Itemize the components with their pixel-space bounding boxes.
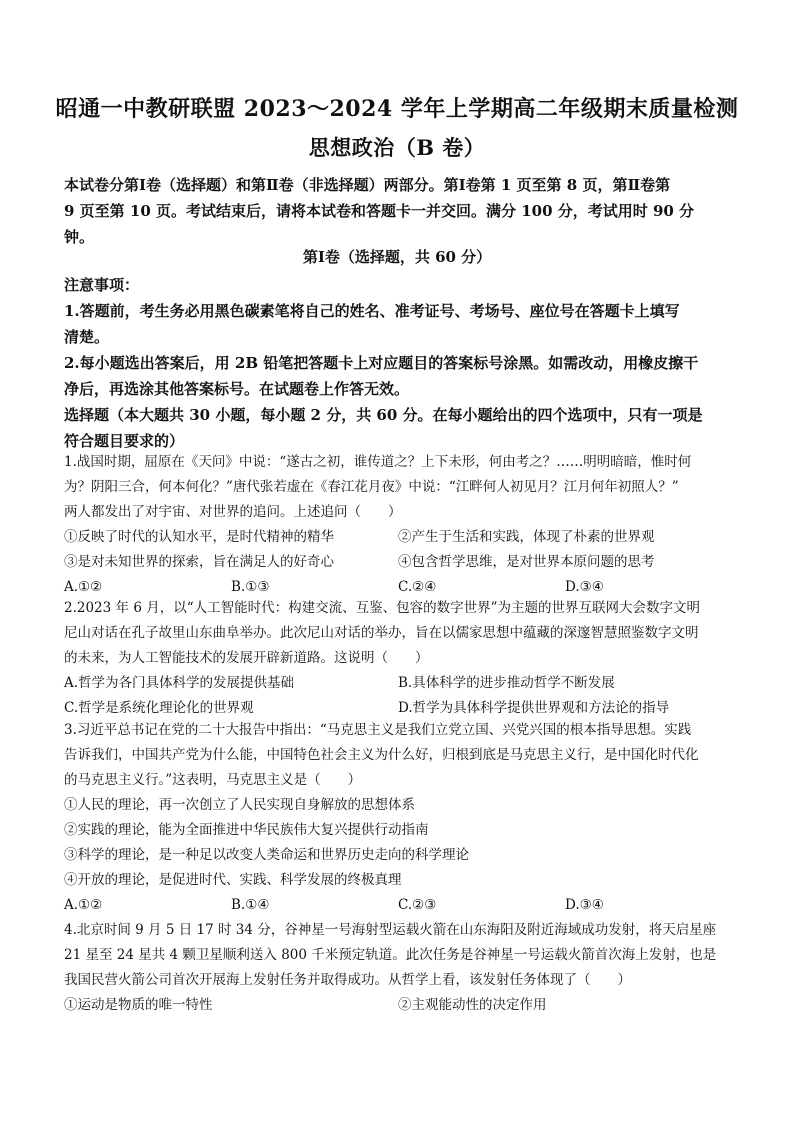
answer-choice: D.③④ [565, 897, 604, 913]
statement-row [64, 525, 732, 550]
answer-choice: D.哲学为具体科学提供世界观和方法论的指导 [398, 700, 670, 716]
statement-option: ③是对未知世界的探索，旨在满足人的好奇心 [64, 554, 334, 570]
question-stem-line: 我国民营火箭公司首次开展海上发射任务并取得成功。从哲学上看，该发射任务体现了（ ） [64, 972, 631, 988]
question-1 [64, 450, 732, 600]
question-stem-line: 1.战国时期，屈原在《天问》中说：“遂古之初，谁传道之？上下未形，何由考之？……明明暗暗，惟时何 [64, 454, 692, 470]
question-stem-line: 为？阴阳三合，何本何化？”唐代张若虚在《春江花月夜》中说：“江畔何人初见月？江月何年初照人？” [64, 479, 679, 495]
question-stem-line: 的未来，为人工智能技术的发展开辟新道路。这说明（ ） [64, 650, 429, 666]
statement-option: ④开放的理论，是促进时代、实践、科学发展的终极真理 [64, 872, 402, 888]
notes-block [64, 272, 732, 454]
question-4 [64, 918, 732, 1018]
note-line: 清楚。 [64, 328, 110, 346]
note-line: 选择题（本大题共 30 小题，每小题 2 分，共 60 分。在每小题给出的四个选项中，只有一项是 [64, 406, 703, 424]
statement-option: ①人民的理论，再一次创立了人民实现自身解放的思想体系 [64, 797, 415, 813]
question-stem-line: 2.2023 年 6 月，以“人工智能时代：构建交流、互鉴、包容的数字世界”为主题的世界互联网大会数字文明 [64, 600, 701, 616]
answer-choice: A.哲学为各门具体科学的发展提供基础 [64, 675, 295, 691]
statement-option: ①反映了时代的认知水平，是时代精神的精华 [64, 529, 334, 545]
question-stem-line: 两人都发出了对宇宙、对世界的追问。上述追问（ ） [64, 504, 402, 520]
statement-option: ①运动是物质的唯一特性 [64, 997, 213, 1013]
choice-row [64, 893, 732, 918]
intro-line: 9 页至第 10 页。考试结束后，请将本试卷和答题卡一并交回。满分 100 分，考试用时 90 分 [64, 202, 695, 220]
section-heading: 第Ⅰ卷（选择题，共 60 分） [302, 248, 492, 266]
question-stem-line: 4.北京时间 9 月 5 日 17 时 34 分，谷神星一号海射型运载火箭在山东海阳及附近海域成功发射，将天启星座 [64, 922, 717, 938]
note-line: 净后，再选涂其他答案标号。在试题卷上作答无效。 [64, 380, 410, 398]
note-line: 符合题目要求的） [64, 432, 185, 450]
question-stem-line: 尼山对话在孔子故里山东曲阜举办。此次尼山对话的举办，旨在以儒家思想中蕴藏的深邃智慧照鉴数字文明 [64, 625, 699, 641]
statement-option: ②实践的理论，能为全面推进中华民族伟大复兴提供行动指南 [64, 822, 429, 838]
question-stem-line: 21 星至 24 星共 4 颗卫星顺利送入 800 千米预定轨道。此次任务是谷神星一号运载火箭首次海上发射，也是 [64, 947, 717, 963]
statement-option: ④包含哲学思维，是对世界本原问题的思考 [398, 554, 655, 570]
statement-option: ②主观能动性的决定作用 [398, 997, 547, 1013]
statement-row [64, 550, 732, 575]
question-stem-line: 告诉我们，中国共产党为什么能，中国特色社会主义为什么好，归根到底是马克思主义行，是中国化时代化 [64, 747, 699, 763]
choice-row [64, 671, 732, 696]
intro-line: 本试卷分第Ⅰ卷（选择题）和第Ⅱ卷（非选择题）两部分。第Ⅰ卷第 1 页至第 8 页，第Ⅱ卷第 [64, 176, 671, 194]
question-2 [64, 596, 732, 721]
exam-title: 昭通一中教研联盟 2023～2024 学年上学期高二年级期末质量检测 [55, 96, 739, 122]
intro-line: 钟。 [64, 228, 95, 246]
statement-row [64, 993, 732, 1018]
answer-choice: C.②④ [398, 579, 437, 595]
question-3 [64, 718, 732, 918]
exam-intro [64, 172, 732, 250]
answer-choice: A.①② [64, 579, 103, 595]
answer-choice: B.①④ [231, 897, 270, 913]
exam-subtitle: 思想政治（B 卷） [308, 135, 486, 160]
note-line: 2.每小题选出答案后，用 2B 铅笔把答题卡上对应题目的答案标号涂黑。如需改动，用橡皮擦干 [64, 354, 699, 372]
question-stem-line: 的马克思主义行。”这表明，马克思主义是（ ） [64, 772, 362, 788]
answer-choice: A.①② [64, 897, 103, 913]
statement-option: ②产生于生活和实践，体现了朴素的世界观 [398, 529, 655, 545]
notes-heading: 注意事项： [64, 276, 140, 294]
answer-choice: C.②③ [398, 897, 437, 913]
answer-choice: D.③④ [565, 579, 604, 595]
note-line: 1.答题前，考生务必用黑色碳素笔将自己的姓名、准考证号、考场号、座位号在答题卡上填写 [64, 302, 680, 320]
answer-choice: B.具体科学的进步推动哲学不断发展 [398, 675, 615, 691]
statement-option: ③科学的理论，是一种足以改变人类命运和世界历史走向的科学理论 [64, 847, 469, 863]
answer-choice: C.哲学是系统化理论化的世界观 [64, 700, 254, 716]
answer-choice: B.①③ [231, 579, 270, 595]
question-stem-line: 3.习近平总书记在党的二十大报告中指出：“马克思主义是我们立党立国、兴党兴国的根本指导思想。实践 [64, 722, 692, 738]
